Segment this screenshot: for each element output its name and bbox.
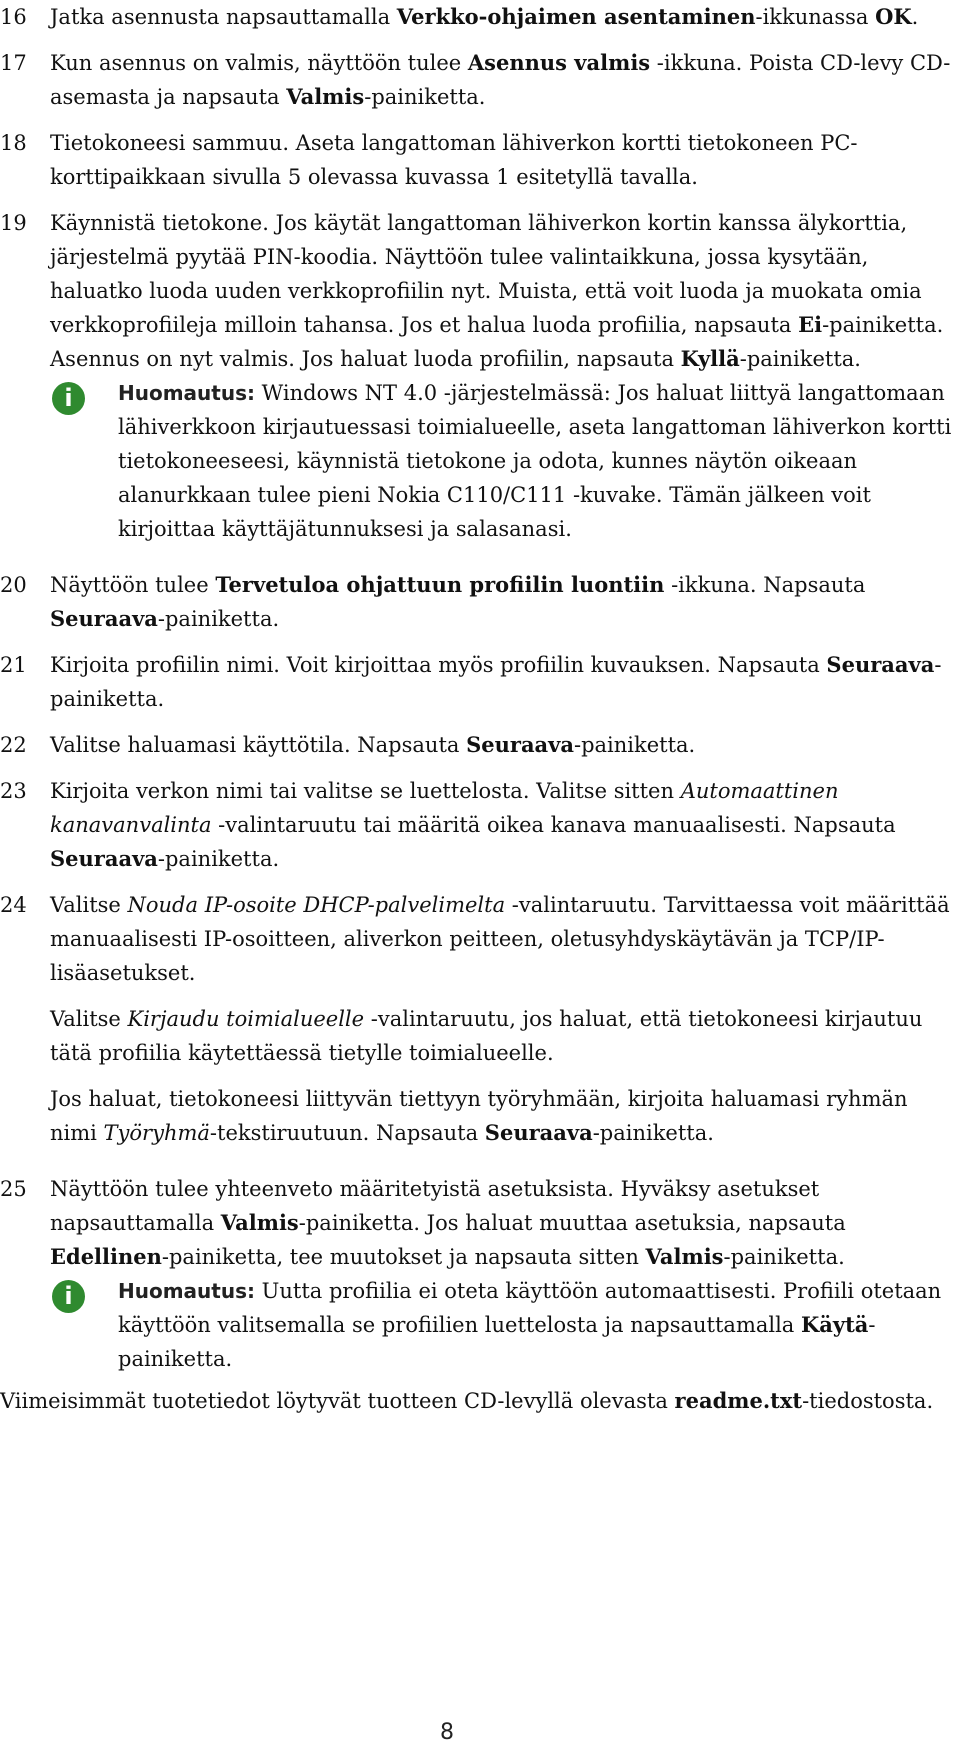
text-run: Kirjoita profiilin nimi. Voit kirjoittaa myös profiilin kuvauksen. Napsauta	[50, 653, 827, 677]
bold-text: Seuraava	[484, 1120, 593, 1145]
bold-text: Kyllä	[680, 346, 740, 371]
text-run: -ikkuna. Poista CD-levy CD-asemasta ja napsauta	[50, 51, 951, 109]
note-label: Huomautus:	[118, 1279, 255, 1303]
note-label: Huomautus:	[118, 381, 255, 405]
step-number: 17	[0, 51, 27, 75]
step-paragraph	[50, 1172, 958, 1274]
text-run: -painiketta.	[573, 733, 696, 757]
bold-text: Seuraava	[50, 846, 158, 871]
step-paragraph	[50, 728, 958, 762]
text-run: Uutta profiilia ei oteta käyttöön automaattisesti. Profiili otetaan käyttöön valitsemalla se profiilien luettelosta ja napsauttamalla	[118, 1279, 942, 1337]
text-run: Valitse	[50, 1007, 128, 1031]
text-run: -ikkuna. Napsauta	[664, 573, 866, 597]
text-run: -painiketta.	[723, 1245, 845, 1269]
step-number: 16	[0, 5, 27, 29]
text-run: -painiketta. Jos haluat muuttaa asetuksia, napsauta	[298, 1211, 846, 1235]
text-run: Tietokoneesi sammuu. Aseta langattoman lähiverkon kortti tietokoneen PC-korttipaikkaan sivulla 5 olevassa kuvassa 1 esitetyllä tavalla.	[50, 131, 858, 189]
step-number: 23	[0, 779, 27, 803]
bold-text: Seuraava	[466, 732, 574, 757]
step-paragraph	[50, 1082, 958, 1150]
bold-text: Valmis	[286, 84, 365, 109]
instruction-step	[0, 648, 958, 716]
bold-text: Edellinen	[50, 1244, 162, 1269]
italic-text: Nouda IP-osoite DHCP-palvelimelta	[127, 893, 506, 917]
bold-text: readme.txt	[674, 1388, 803, 1413]
text-run: Valitse	[50, 893, 128, 917]
step-paragraph	[50, 206, 958, 376]
text-run: Viimeisimmät tuotetiedot löytyvät tuotteen CD-levyllä olevasta	[0, 1389, 675, 1413]
text-run: .	[911, 5, 919, 29]
text-run: Jos haluat, tietokoneesi liittyvän tiettyyn työryhmään, kirjoita haluamasi ryhmän nimi	[50, 1087, 908, 1145]
step-number: 24	[0, 893, 27, 917]
instruction-step	[0, 568, 958, 636]
instruction-step	[0, 1172, 958, 1274]
text-run: Käynnistä tietokone. Jos käytät langattoman lähiverkon kortin kanssa älykorttia, järjestelmä pyytää PIN-koodia. Näyttöön tulee valintaikkuna, jossa kysytään, haluatko luoda uuden verkkoprofiilin nyt. Muista, että voit luoda ja muokata omia verkkoprofiileja milloin tahansa. Jos et halua luoda profiilia, napsauta	[50, 211, 922, 337]
step-paragraph	[50, 774, 958, 876]
step-number: 25	[0, 1177, 27, 1201]
text-run: -painiketta.	[592, 1121, 714, 1145]
italic-text: Kirjaudu toimialueelle	[127, 1007, 365, 1031]
text-run: -painiketta, tee muutokset ja napsauta sitten	[161, 1245, 646, 1269]
step-paragraph	[50, 0, 958, 34]
text-run: Näyttöön tulee	[50, 573, 216, 597]
text-run: -valintaruutu. Tarvittaessa voit määrittää manuaalisesti IP-osoitteen, aliverkon peitteen, oletusyhdyskäytävän ja TCP/IP-lisäasetukset.	[50, 893, 950, 985]
note-text	[118, 1274, 958, 1376]
text-run: -painiketta.	[50, 653, 942, 711]
italic-text: Työryhmä	[103, 1121, 210, 1145]
info-icon: i	[52, 382, 85, 415]
note-block	[0, 1274, 958, 1376]
text-run: Valitse haluamasi käyttötila. Napsauta	[50, 733, 467, 757]
bold-text: Valmis	[220, 1210, 299, 1235]
closing-paragraph	[0, 1384, 958, 1418]
instruction-step	[0, 0, 958, 34]
text-run: Kirjoita verkon nimi tai valitse se luettelosta. Valitse sitten	[50, 779, 681, 803]
page-number: 8	[440, 1720, 454, 1745]
text-run: Windows NT 4.0 -järjestelmässä: Jos haluat liittyä langattomaan lähiverkkoon kirjautuessasi toimialueelle, aseta langattoman lähiverkon kortti tietokoneeseesi, käynnistä tietokone ja odota, kunnes näytön oikeaan alanurkkaan tulee pieni Nokia C110/C111 -kuvake. Tämän jälkeen voit kirjoittaa käyttäjätunnuksesi ja salasanasi.	[118, 381, 952, 541]
text-run: -painiketta.	[118, 1313, 876, 1371]
bold-text: Käytä	[801, 1312, 869, 1337]
instruction-step	[0, 774, 958, 876]
text-run: -valintaruutu tai määritä oikea kanava manuaalisesti. Napsauta	[211, 813, 896, 837]
bold-text: OK	[875, 4, 912, 29]
step-paragraph	[50, 568, 958, 636]
italic-text: Automaattinen kanavanvalinta	[50, 779, 839, 837]
step-number: 19	[0, 211, 27, 235]
step-paragraph	[50, 648, 958, 716]
bold-text: Ei	[798, 312, 823, 337]
bold-text: Tervetuloa ohjattuun profiilin luontiin	[215, 572, 665, 597]
instruction-step	[0, 46, 958, 114]
text-run: -ikkunassa	[755, 5, 876, 29]
text-run: Jatka asennusta napsauttamalla	[50, 5, 397, 29]
bold-text: Verkko-ohjaimen asentaminen	[396, 4, 756, 29]
text-run: Kun asennus on valmis, näyttöön tulee	[50, 51, 468, 75]
bold-text: Seuraava	[826, 652, 935, 677]
bold-text: Valmis	[645, 1244, 724, 1269]
text-run: -painiketta.	[364, 85, 486, 109]
instruction-step	[0, 206, 958, 376]
bold-text: Asennus valmis	[467, 50, 651, 75]
text-run: -painiketta.	[157, 607, 280, 631]
info-icon: i	[52, 1280, 85, 1313]
text-run: -painiketta. Asennus on nyt valmis. Jos haluat luoda profiilin, napsauta	[50, 313, 944, 371]
step-number: 18	[0, 131, 27, 155]
text-run: Näyttöön tulee yhteenveto määritetyistä asetuksista. Hyväksy asetukset napsauttamalla	[50, 1177, 820, 1235]
instruction-step	[0, 888, 958, 1150]
text-run: -valintaruutu, jos haluat, että tietokoneesi kirjautuu tätä profiilia käytettäessä tietylle toimialueelle.	[50, 1007, 923, 1065]
step-paragraph	[50, 126, 958, 194]
step-number: 22	[0, 733, 27, 757]
text-run: -painiketta.	[157, 847, 280, 871]
note-text	[118, 376, 958, 546]
text-run: -tiedostosta.	[802, 1389, 934, 1413]
step-number: 21	[0, 653, 27, 677]
note-block	[0, 376, 958, 546]
step-paragraph	[50, 888, 958, 990]
text-run: -painiketta.	[739, 347, 861, 371]
instruction-step	[0, 728, 958, 762]
step-paragraph	[50, 46, 958, 114]
bold-text: Seuraava	[50, 606, 158, 631]
instruction-step	[0, 126, 958, 194]
step-paragraph	[50, 1002, 958, 1070]
text-run: -tekstiruutuun. Napsauta	[209, 1121, 485, 1145]
step-number: 20	[0, 573, 27, 597]
